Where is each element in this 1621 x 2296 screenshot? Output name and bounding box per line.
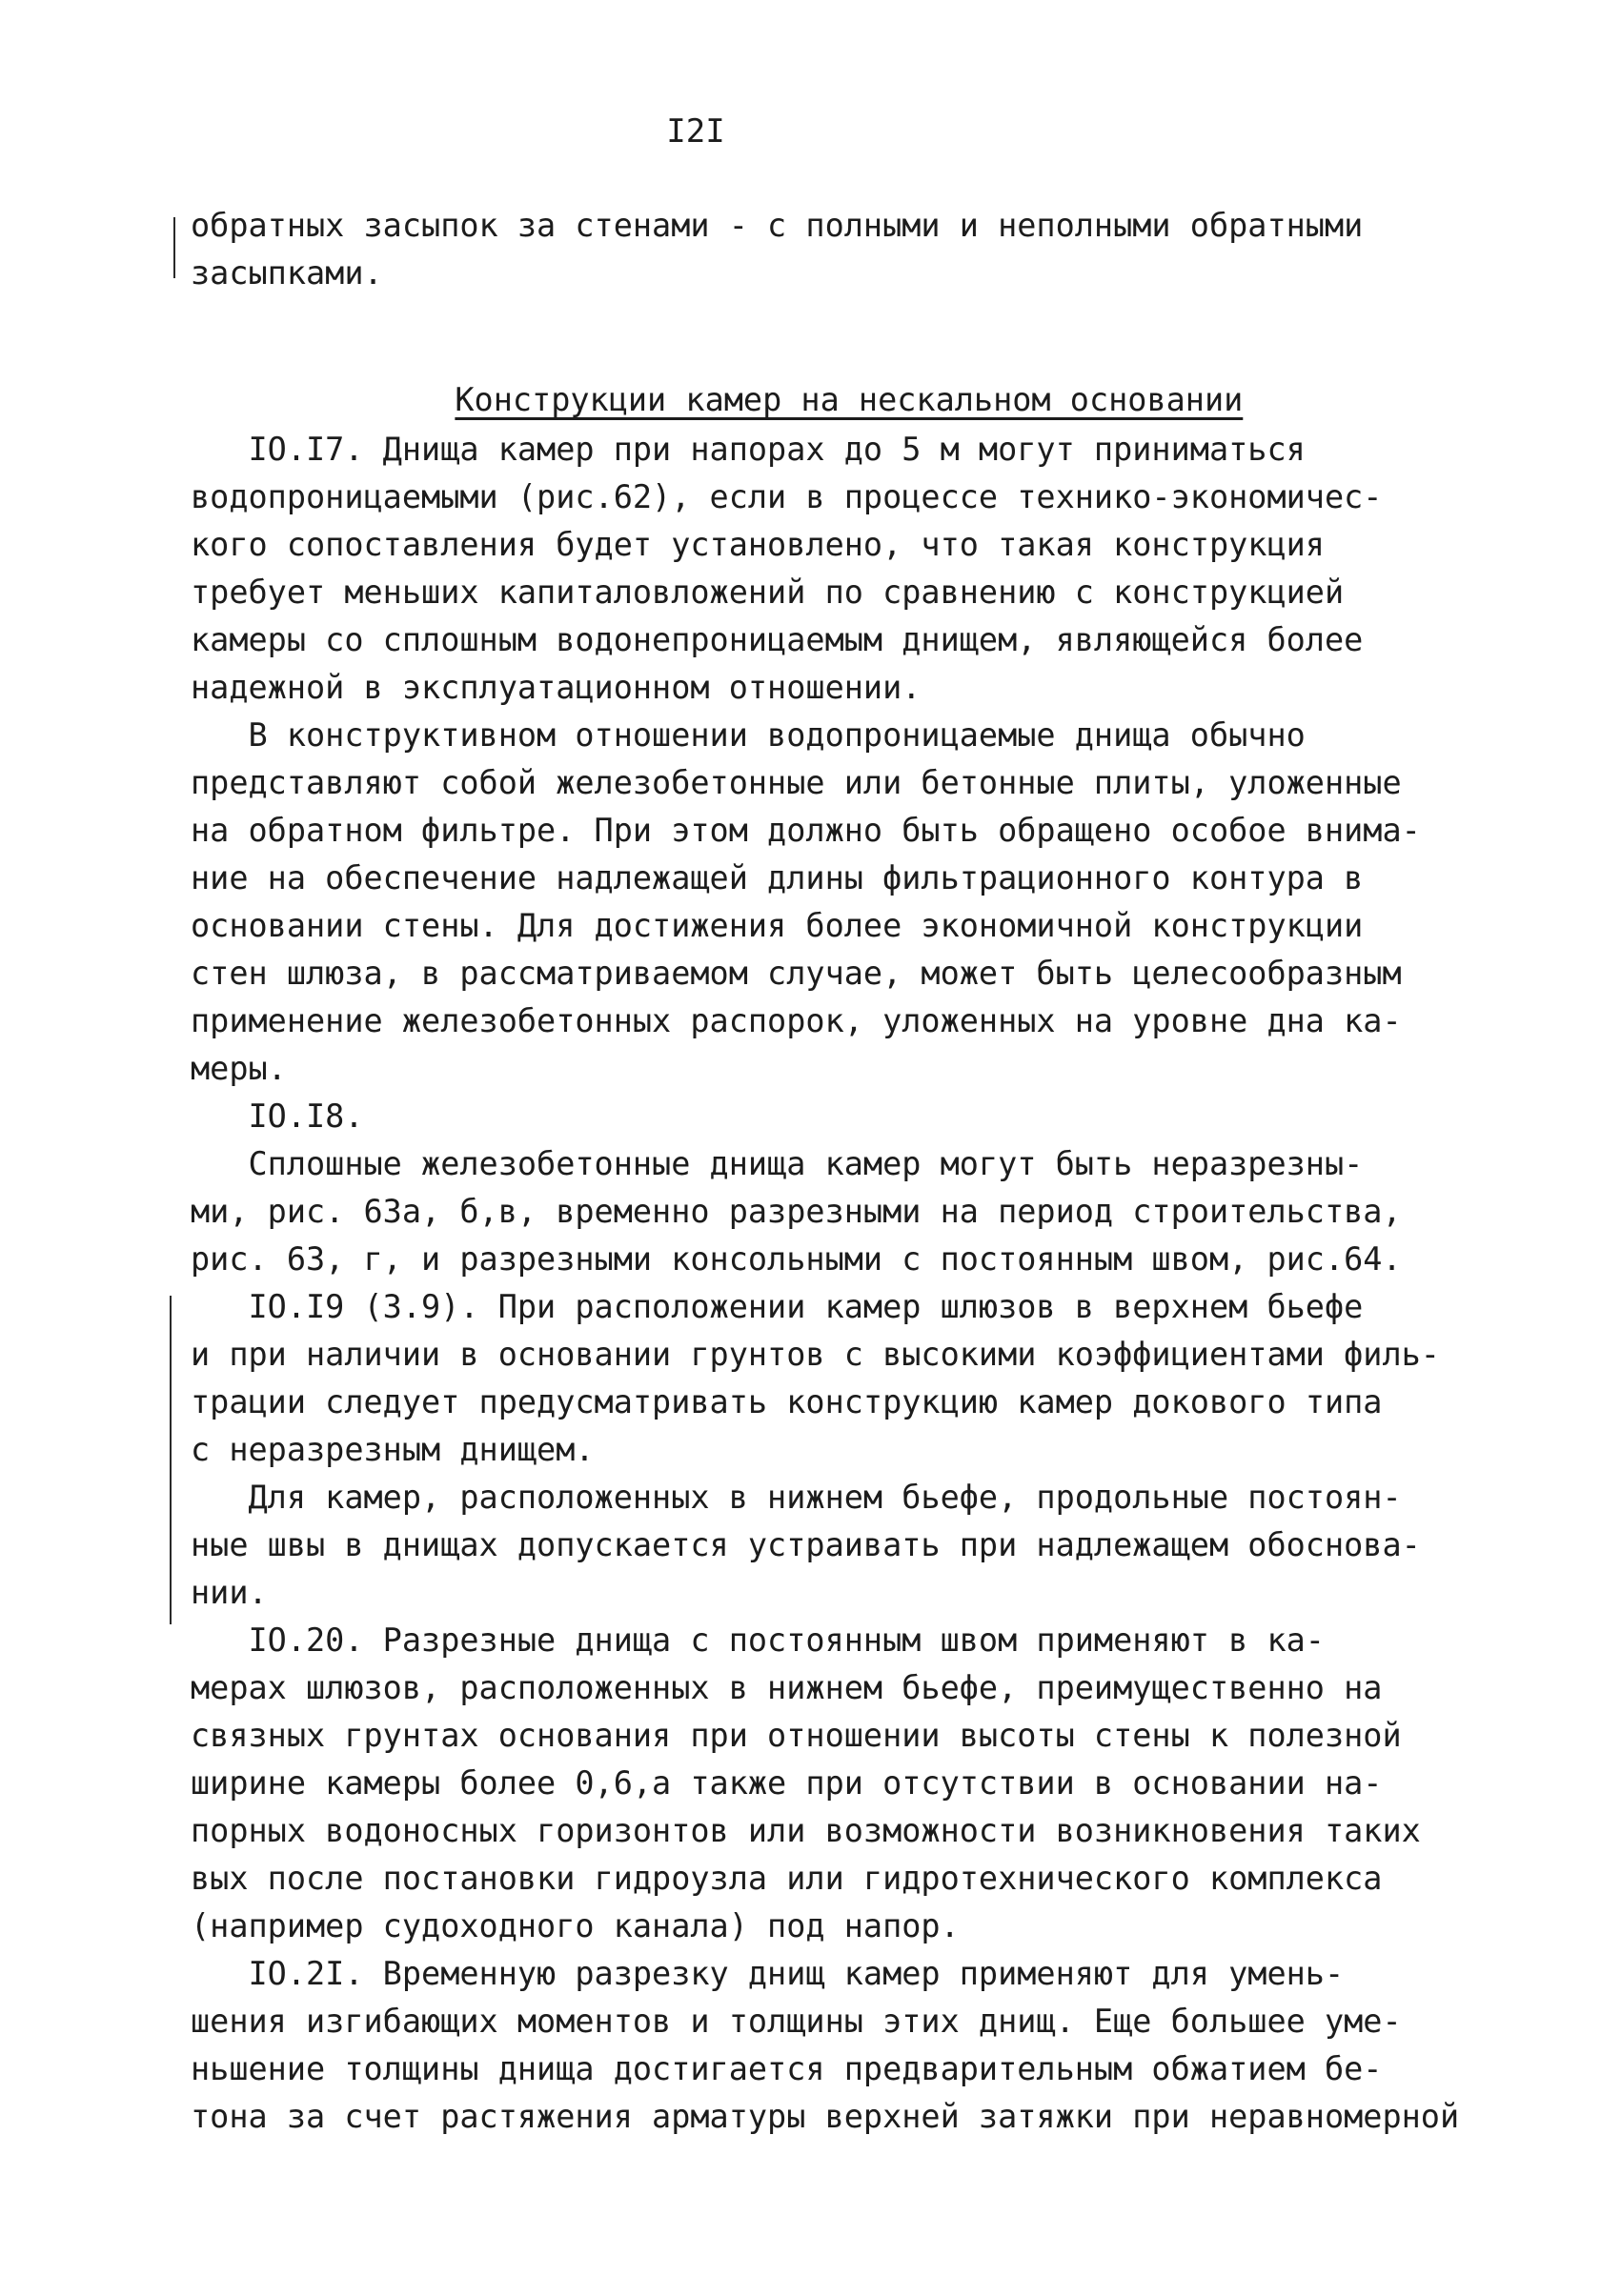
paragraph-line: меры. bbox=[191, 1050, 287, 1087]
paragraph-line: ми, рис. 63а, б,в, временно разрезными на период строительства, bbox=[191, 1193, 1402, 1230]
paragraph-line: (например судоходного канала) под напор. bbox=[191, 1907, 960, 1944]
text-line: засыпками. bbox=[191, 254, 383, 292]
paragraph-line: Сплошные железобетонные днища камер могут быть неразрезны- bbox=[191, 1145, 1364, 1182]
paragraph-line: ширине камеры более 0,6,а также при отсутствии в основании на- bbox=[191, 1764, 1383, 1802]
paragraph-line: IO.20. Разрезные днища с постоянным швом применяют в ка- bbox=[191, 1621, 1325, 1659]
paragraph-line: с неразрезным днищем. bbox=[191, 1431, 595, 1468]
paragraph-line: основании стены. Для достижения более экономичной конструкции bbox=[191, 907, 1364, 944]
paragraph-line: надежной в эксплуатационном отношении. bbox=[191, 669, 922, 706]
margin-change-bar-middle bbox=[170, 1296, 172, 1624]
paragraph-line: тона за счет растяжения арматуры верхней затяжки при неравномерной bbox=[191, 2098, 1460, 2135]
paragraph-line: кого сопоставления будет установлено, что такая конструкция bbox=[191, 526, 1325, 563]
paragraph-line: ньшение толщины днища достигается предварительным обжатием бе- bbox=[191, 2050, 1383, 2087]
paragraph-line: В конструктивном отношении водопроницаемые днища обычно bbox=[191, 716, 1306, 754]
paragraph-line: трации следует предусматривать конструкцию камер докового типа bbox=[191, 1383, 1383, 1420]
paragraph-line: ние на обеспечение надлежащей длины фильтрационного контура в bbox=[191, 859, 1364, 896]
paragraph-line: стен шлюза, в рассматриваемом случае, может быть целесообразным bbox=[191, 955, 1402, 992]
paragraph-line: Для камер, расположенных в нижнем бьефе, продольные постоян- bbox=[191, 1479, 1402, 1516]
section-heading-text: Конструкции камер на нескальном основании bbox=[455, 381, 1244, 418]
paragraph-line: требует меньших капиталовложений по сравнению с конструкцией bbox=[191, 574, 1345, 611]
paragraph-line: шения изгибающих моментов и толщины этих днищ. Еще большее уме- bbox=[191, 2003, 1402, 2040]
paragraph-line: применение железобетонных распорок, уложенных на уровне дна ка- bbox=[191, 1002, 1402, 1039]
paragraph-line: нии. bbox=[191, 1574, 268, 1611]
paragraph-line: вых после постановки гидроузла или гидротехнического комплекса bbox=[191, 1860, 1383, 1897]
paragraph-line: мерах шлюзов, расположенных в нижнем бьефе, преимущественно на bbox=[191, 1669, 1383, 1706]
paragraph-line: камеры со сплошным водонепроницаемым днищем, являющейся более bbox=[191, 621, 1364, 658]
paragraph-line: водопроницаемыми (рис.62), если в процессе технико-экономичес- bbox=[191, 478, 1383, 515]
paragraph-line: и при наличии в основании грунтов с высокими коэффициентами филь- bbox=[191, 1336, 1440, 1373]
paragraph-line: ные швы в днищах допускается устраивать при надлежащем обоснова- bbox=[191, 1526, 1421, 1563]
paragraph-line: рис. 63, г, и разрезными консольными с постоянным швом, рис.64. bbox=[191, 1240, 1402, 1278]
paragraph-line: связных грунтах основания при отношении высоты стены к полезной bbox=[191, 1717, 1402, 1754]
paragraph-line: IO.2I. Временную разрезку днищ камер применяют для умень- bbox=[191, 1955, 1345, 1992]
page-number: I2I bbox=[666, 112, 725, 151]
text-line: обратных засыпок за стенами - с полными и неполными обратными bbox=[191, 207, 1364, 244]
paragraph-line: IO.I8. bbox=[191, 1098, 364, 1135]
paragraph-line: IO.I7. Днища камер при напорах до 5 м могут приниматься bbox=[191, 431, 1306, 468]
paragraph-line: представляют собой железобетонные или бетонные плиты, уложенные bbox=[191, 764, 1402, 801]
paragraph-line: на обратном фильтре. При этом должно быть обращено особое внима- bbox=[191, 812, 1421, 849]
margin-change-bar-top bbox=[173, 217, 175, 278]
paragraph-line: IO.I9 (3.9). При расположении камер шлюзов в верхнем бьефе bbox=[191, 1288, 1364, 1325]
paragraph-line: порных водоносных горизонтов или возможности возникновения таких bbox=[191, 1812, 1421, 1849]
